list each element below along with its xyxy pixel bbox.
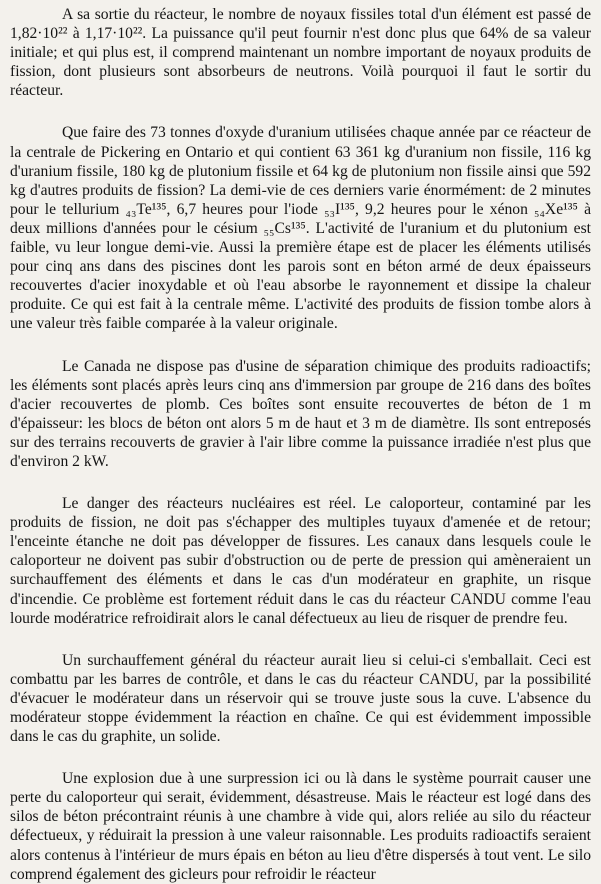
- paragraph-reactor-exit: A sa sortie du réacteur, le nombre de noyaux fissiles total d'un élément est passé de 1,82·10²² à 1,17·10²². La puissance qu'il peut fournir n'est donc plus que 64% de sa valeur initiale; et qui plus est, il comprend maintenant un nombre important de noyaux produits de fission, dont plusieurs sont absorbeurs de neutrons. Voilà pourquoi il faut le sortir du réacteur.: [10, 6, 591, 100]
- paragraph-canada-storage: Le Canada ne dispose pas d'usine de séparation chimique des produits radioactifs; les éléments sont placés après leurs cinq ans d'immersion par groupe de 216 dans des boîtes d'acier recouvertes de plomb. Ces boîtes sont ensuite recouvertes de béton de 1 m d'épaisseur: les blocs de béton ont alors 5 m de haut et 3 m de diamètre. Ils sont entreposés sur des terrains recouverts de gravier à l'air libre comme la puissance irradiée n'est plus que d'environ 2 kW.: [10, 357, 591, 470]
- paragraph-overheating: Un surchauffement général du réacteur aurait lieu si celui-ci s'emballait. Ceci est combattu par les barres de contrôle, et dans le cas du réacteur CANDU, par la possibilité d'évacuer le modérateur dans un réservoir qui se trouve juste sous la cuve. L'absence du modérateur stoppe évidemment la réaction en chaîne. Ce qui est évidemment impossible dans le cas du graphite, un solide.: [10, 651, 591, 746]
- paragraph-explosion: Une explosion due à une surpression ici ou là dans le système pourrait causer une perte du caloporteur qui serait, évidemment, désastreuse. Mais le réacteur est logé dans des silos de béton précontraint réunis à une chambre à vide qui, alors reliée au silo du réacteur défectueux, y réduirait la pression à une valeur raisonnable. Les produits radioactifs seraient alors contenus à l'intérieur de murs épais en béton au lieu d'être dispersés à tout vent. Le silo comprend également des gicleurs pour refroidir le réacteur: [10, 770, 591, 883]
- paragraph-reactor-danger: Le danger des réacteurs nucléaires est réel. Le caloporteur, contaminé par les produits de fission, ne doit pas s'échapper des multiples tuyaux d'amenée et de retour; l'enceinte étanche ne doit pas développer de fissures. Les canaux dans lesquels coule le caloporteur ne doivent pas subir d'obstruction ou de perte de pression qui amèneraient un surchauffement des éléments et dans le cas d'un modérateur en graphite, un risque d'incendie. Ce problème est fortement réduit dans le cas du réacteur CANDU comme l'eau lourde modératrice refroidirait alors le canal défectueux au lieu de risquer de prendre feu.: [10, 495, 591, 627]
- paragraph-spent-fuel: Que faire des 73 tonnes d'oxyde d'uranium utilisées chaque année par ce réacteur de la centrale de Pickering en Ontario et qui contient 63 361 kg d'uranium non fissile, 116 kg d'uranium fissile, 180 kg de plutonium fissile et 64 kg de plutonium non fissile ainsi que 592 kg d'autres produits de fission? La demi-vie de ces derniers varie énormément: de 2 minutes pour le tellurium ₄₃Te¹³⁵, 6,7 heures pour l'iode ₅₃I¹³⁵, 9,2 heures pour le xénon ₅₄Xe¹³⁵ à deux millions d'années pour le césium ₅₅Cs¹³⁵. L'activité de l'uranium et du plutonium est faible, vu leur longue demi-vie. Aussi la première étape est de placer les éléments utilisés pour cinq ans dans des piscines dont les parois sont en béton armé de deux épaisseurs recouvertes d'acier inoxydable et où l'eau absorbe le rayonnement et dissipe la chaleur produite. Ce qui est fait à la centrale même. L'activité des produits de fission tombe alors à une valeur très faible comparée à la valeur originale.: [10, 124, 591, 333]
